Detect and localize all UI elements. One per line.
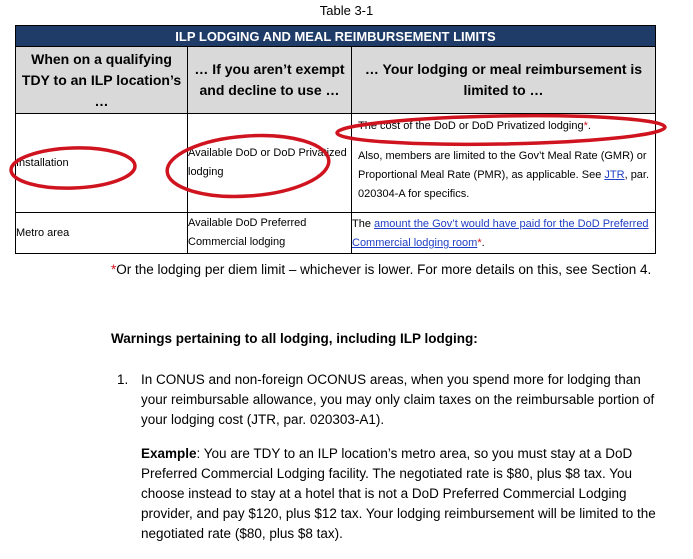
table-row — [16, 114, 656, 213]
meal-rate-text-end: , par. 020304-A for specifics. — [358, 169, 650, 200]
example-text: : You are TDY to an ILP location’s metro area, so you must stay at a DoD Preferred Commercial Lodging facility. The negotiated rate is $80, plus $8 tax. You choose instead to stay at a hotel that is not a DoD Preferred Commercial Lodging provider, and pay $120, plus $12 tax. Your lodging reimbursement will be limited to the negotiated rate ($80, plus $8 tax). — [141, 446, 656, 541]
column-header-lodging: … If you aren’t exempt and decline to use … — [188, 47, 352, 114]
table-row — [16, 213, 656, 254]
cell-location: Metro area — [16, 213, 188, 254]
example-label: Example — [141, 446, 197, 461]
list-number: 1. — [117, 372, 129, 387]
limit-text: The cost of the DoD or DoD Privatized lodging — [358, 120, 584, 132]
table-title: ILP LODGING AND MEAL REIMBURSEMENT LIMITS — [16, 26, 656, 47]
reimbursement-limits-table — [15, 25, 656, 254]
footnote-asterisk: * — [111, 262, 117, 277]
asterisk-mark: * — [583, 120, 588, 132]
limit-statement: The cost of the DoD or DoD Privatized lodging*. — [358, 120, 591, 132]
cell-location: Installation — [16, 114, 188, 213]
asterisk-mark: * — [477, 237, 482, 249]
warnings-heading: Warnings pertaining to all lodging, including ILP lodging: — [111, 331, 478, 346]
warning-item-text: In CONUS and non-foreign OCONUS areas, when you spend more for lodging than your reimbursable allowance, you may only claim taxes on the reimbursable portion of your lodging cost (JTR, par. 020303-A1). — [141, 372, 655, 427]
cell-lodging: Available DoD or DoD Privatized lodging — [188, 114, 352, 213]
limit-prefix: The — [352, 218, 375, 230]
meal-rate-note — [358, 147, 651, 204]
example-paragraph — [141, 444, 671, 544]
footnote-text: Or the lodging per diem limit – whichever is lower. For more details on this, see Section 4. — [116, 262, 652, 277]
column-header-limit: … Your lodging or meal reimbursement is limited to … — [352, 47, 656, 114]
jtr-link[interactable]: JTR — [604, 169, 625, 181]
preferred-commercial-link[interactable]: amount the Gov’t would have paid for the DoD Preferred Commercial lodging room — [352, 218, 649, 249]
cell-limit — [352, 213, 656, 254]
cell-lodging: Available DoD Preferred Commercial lodging — [188, 213, 352, 254]
footnote — [111, 260, 671, 280]
column-header-location: When on a qualifying TDY to an ILP location’s … — [16, 47, 188, 114]
limit-suffix: . — [481, 237, 485, 249]
cell-limit — [352, 114, 656, 213]
table-caption: Table 3-1 — [319, 3, 374, 18]
meal-rate-text: Also, members are limited to the Gov’t Meal Rate (GMR) or Proportional Meal Rate (PMR), as applicable. See — [358, 150, 647, 181]
